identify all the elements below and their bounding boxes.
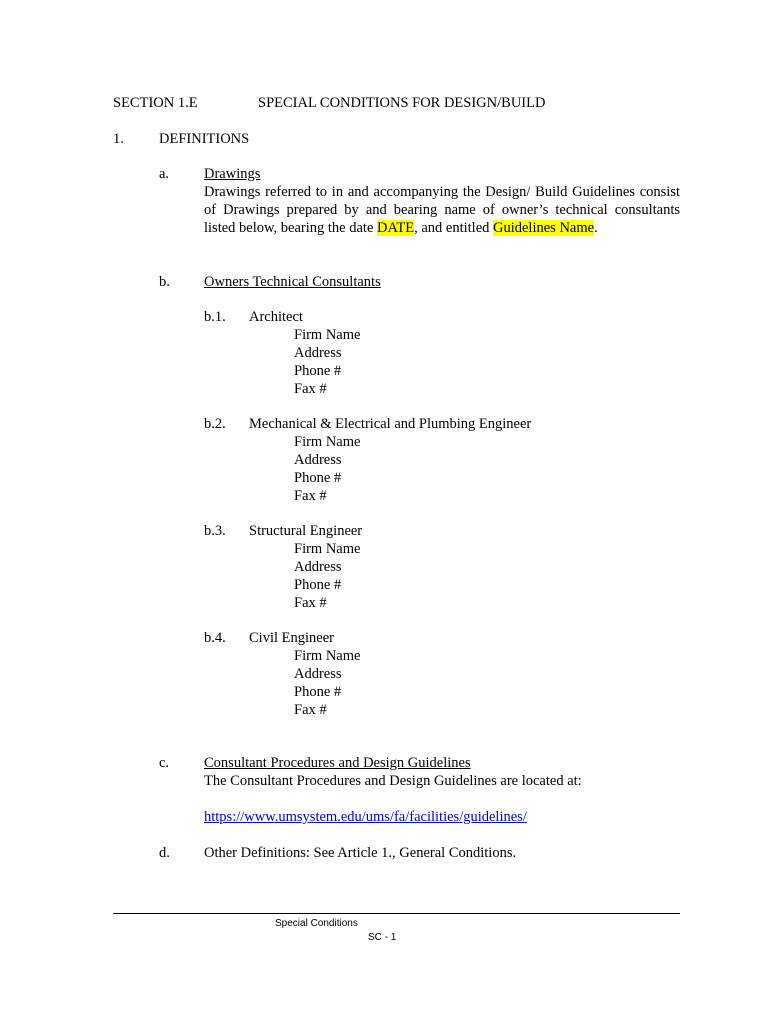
consultant-address: Address [294, 345, 342, 361]
consultant-number: b.3. [204, 523, 226, 539]
consultant-firm-name: Firm Name [294, 434, 361, 450]
article-title: DEFINITIONS [159, 131, 250, 147]
item-b-letter: b. [159, 274, 170, 290]
section-title: SPECIAL CONDITIONS FOR DESIGN/BUILD [258, 95, 546, 111]
date-placeholder: DATE [377, 220, 415, 236]
consultant-address: Address [294, 666, 342, 682]
consultant-role: Architect [249, 309, 303, 325]
item-d-text: Other Definitions: See Article 1., General Conditions. [204, 845, 517, 861]
consultant-phone: Phone # [294, 577, 342, 593]
guidelines-name-placeholder: Guidelines Name [493, 220, 595, 236]
item-a-text-end: . [594, 220, 598, 236]
consultant-address: Address [294, 559, 342, 575]
consultant-fax: Fax # [294, 595, 327, 611]
consultant-firm-name: Firm Name [294, 648, 361, 664]
consultant-address: Address [294, 452, 342, 468]
item-a-text-2: , and entitled [414, 220, 493, 236]
guidelines-link[interactable]: https://www.umsystem.edu/ums/fa/facilities/guidelines/ [204, 809, 527, 825]
consultant-role: Structural Engineer [249, 523, 363, 539]
item-a-letter: a. [159, 166, 170, 182]
consultant-firm-name: Firm Name [294, 541, 361, 557]
consultant-fax: Fax # [294, 488, 327, 504]
section-number: SECTION 1.E [113, 95, 198, 111]
item-c-letter: c. [159, 755, 170, 771]
consultant-phone: Phone # [294, 684, 342, 700]
page-number: SC - 1 [368, 932, 397, 943]
consultant-fax: Fax # [294, 702, 327, 718]
item-c-text: The Consultant Procedures and Design Guidelines are located at: [204, 773, 582, 789]
item-a-heading: Drawings [204, 166, 261, 182]
consultant-phone: Phone # [294, 470, 342, 486]
article-number: 1. [113, 131, 124, 147]
consultant-fax: Fax # [294, 381, 327, 397]
item-d-letter: d. [159, 845, 170, 861]
footer-label: Special Conditions [275, 918, 358, 929]
item-b-heading: Owners Technical Consultants [204, 274, 381, 290]
consultant-phone: Phone # [294, 363, 342, 379]
footer-rule [113, 913, 680, 914]
consultant-role: Mechanical & Electrical and Plumbing Engineer [249, 416, 532, 432]
item-a-paragraph [204, 183, 680, 237]
consultant-role: Civil Engineer [249, 630, 334, 646]
consultant-number: b.2. [204, 416, 226, 432]
item-a-text-1: Drawings referred to in and accompanying the Design/ Build Guidelines consist of Drawings prepared by and bearing name of owner’s technical consultants listed below, bearing the date [204, 184, 680, 236]
consultant-number: b.1. [204, 309, 226, 325]
consultant-firm-name: Firm Name [294, 327, 361, 343]
consultant-number: b.4. [204, 630, 226, 646]
item-c-heading: Consultant Procedures and Design Guidelines [204, 755, 471, 771]
